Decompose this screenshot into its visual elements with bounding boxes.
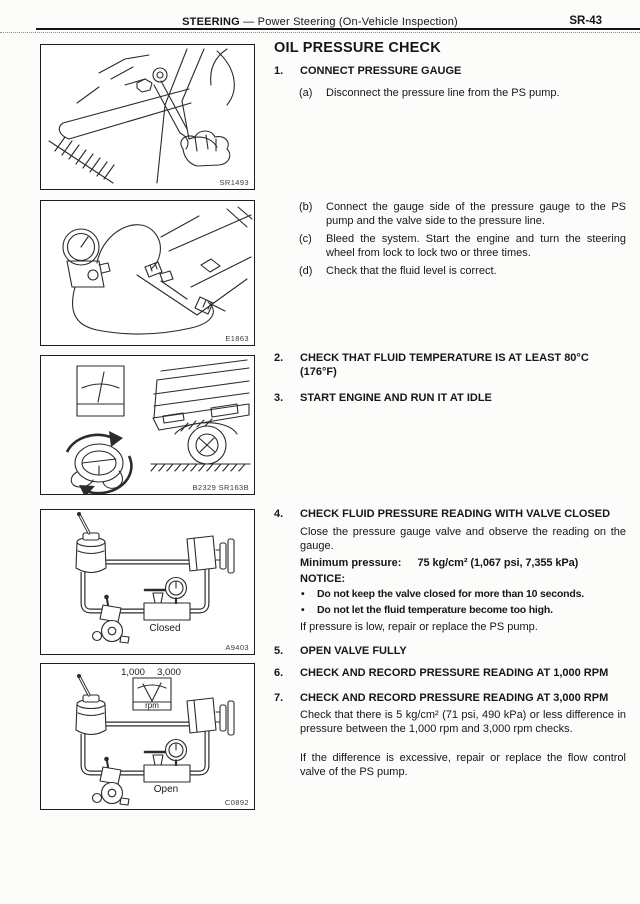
step-number: 4. — [274, 508, 284, 520]
step-2 — [274, 351, 626, 379]
step-5 — [274, 644, 626, 658]
header-section-title: STEERING — [182, 16, 240, 28]
step-4-body — [274, 525, 626, 553]
page-header — [120, 16, 520, 28]
step-1 — [274, 64, 626, 78]
minimum-pressure-line — [274, 557, 626, 569]
figure-code: B2329 SR163B — [192, 483, 249, 492]
step-number: 5. — [274, 645, 284, 657]
figure-panel-valve-open — [40, 663, 255, 810]
reservoir — [76, 674, 106, 735]
bullet-icon: • — [301, 588, 305, 600]
temperature-steering-illustration — [41, 356, 254, 494]
control-valve-body — [93, 757, 130, 805]
step-heading: OPEN VALVE FULLY — [300, 645, 407, 657]
ps-pump — [187, 536, 234, 573]
rpm-unit-label: rpm — [145, 701, 159, 710]
rpm-scale-low-label: 1,000 — [121, 667, 145, 678]
step-6 — [274, 666, 626, 680]
notice-item-2 — [274, 604, 626, 618]
figure-panel-pressure-gauge — [40, 200, 255, 346]
figure-code: E1863 — [225, 334, 249, 343]
figure-panel-warm-up — [40, 355, 255, 495]
step-heading: CONNECT PRESSURE GAUGE — [300, 65, 462, 77]
engine-bay-disconnect-illustration — [41, 45, 254, 189]
header-section-context: — Power Steering (On-Vehicle Inspection) — [243, 16, 458, 28]
substep-text: Disconnect the pressure line from the PS pump. — [326, 87, 560, 99]
section-title: OIL PRESSURE CHECK — [274, 40, 441, 56]
step-4-conclusion — [274, 620, 626, 634]
substep-1c — [274, 232, 626, 260]
substep-text: Check that the fluid level is correct. — [326, 265, 497, 277]
step-heading: CHECK FLUID PRESSURE READING WITH VALVE CLOSED — [300, 508, 611, 520]
figure-panel-engine-bay — [40, 44, 255, 190]
header-rule — [36, 28, 640, 30]
step-heading: CHECK AND RECORD PRESSURE READING AT 3,000 RPM — [300, 692, 609, 704]
substep-text: Connect the gauge side of the pressure gauge to the PS pump and the valve side to the pressure line. — [326, 201, 626, 228]
figure-code: A9403 — [225, 643, 249, 652]
gauge-valve-assembly — [144, 578, 190, 621]
notice-item-1 — [274, 588, 626, 602]
substep-label: (a) — [299, 87, 313, 99]
paragraph: If the difference is excessive, repair or replace the flow control valve of the PS pump. — [300, 752, 626, 779]
notice-text: Do not keep the valve closed for more than 10 seconds. — [317, 588, 584, 600]
valve-state-label: Open — [153, 784, 179, 795]
bullet-icon: • — [301, 604, 305, 616]
step-number: 6. — [274, 667, 284, 679]
step-3 — [274, 391, 626, 405]
control-valve-body — [93, 595, 130, 643]
substep-1a — [274, 86, 626, 100]
step-heading: CHECK AND RECORD PRESSURE READING AT 1,000 RPM — [300, 667, 609, 679]
gauge-valve-assembly — [144, 740, 190, 783]
substep-label: (c) — [299, 233, 312, 245]
figure-code: SR1493 — [219, 178, 249, 187]
paragraph: Check that there is 5 kg/cm² (71 psi, 490 kPa) or less difference in pressure between the 1,000 rpm and 3,000 rpm checks. — [300, 709, 626, 736]
notice-label: NOTICE: — [300, 573, 346, 585]
substep-text: Bleed the system. Start the engine and turn the steering wheel from lock to lock two or three times. — [326, 233, 626, 260]
page-number: SR-43 — [569, 15, 602, 27]
notice-text: Do not let the fluid temperature become too high. — [317, 604, 553, 616]
ps-pump — [187, 698, 234, 735]
step-heading: CHECK THAT FLUID TEMPERATURE IS AT LEAST 80°C (176°F) — [300, 352, 589, 379]
step-7-conclusion — [274, 751, 626, 779]
paragraph: Close the pressure gauge valve and observe the reading on the gauge. — [300, 526, 626, 553]
minimum-pressure-label: Minimum pressure: — [300, 557, 402, 569]
step-number: 3. — [274, 392, 284, 404]
figure-panel-valve-closed — [40, 509, 255, 655]
substep-label: (b) — [299, 201, 313, 213]
notice-heading — [274, 573, 626, 585]
figure-code: C0892 — [224, 798, 249, 807]
step-7 — [274, 691, 626, 705]
valve-state-label: Closed — [149, 623, 181, 634]
step-number: 2. — [274, 352, 284, 364]
substep-1b — [274, 200, 626, 228]
step-4 — [274, 507, 626, 521]
step-heading: START ENGINE AND RUN IT AT IDLE — [300, 392, 492, 404]
step-number: 1. — [274, 65, 284, 77]
paragraph: If pressure is low, repair or replace the PS pump. — [300, 621, 538, 633]
minimum-pressure-value: 75 kg/cm² (1,067 psi, 7,355 kPa) — [417, 557, 579, 569]
substep-1d — [274, 264, 626, 278]
step-number: 7. — [274, 692, 284, 704]
pressure-gauge-hoses-illustration — [41, 201, 254, 345]
header-rule-dotted — [0, 32, 640, 33]
rpm-scale-high-label: 3,000 — [157, 667, 181, 678]
step-7-body — [274, 708, 626, 736]
substep-label: (d) — [299, 265, 313, 277]
reservoir — [76, 512, 106, 573]
